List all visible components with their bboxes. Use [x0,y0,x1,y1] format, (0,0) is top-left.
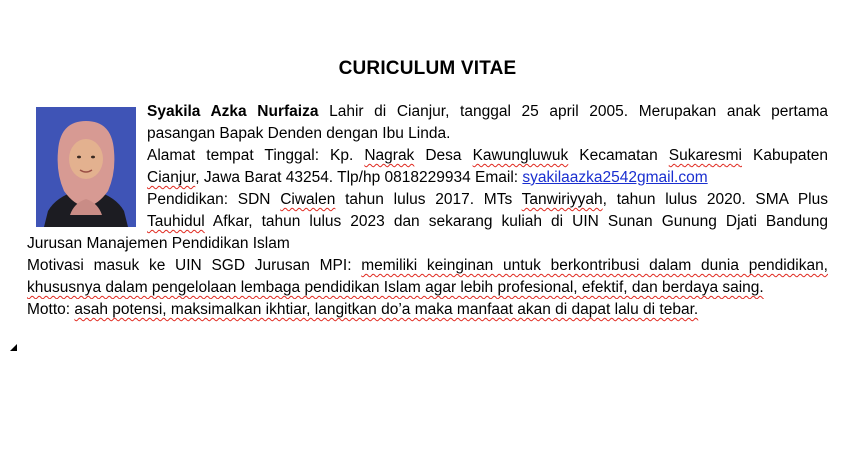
address-text: Kabupaten [741,147,828,164]
education-text: tahun lulus 2017. MTs [335,191,522,208]
misspelled-word: Cianjur [147,169,196,186]
cv-title: CURICULUM VITAE [338,58,517,79]
profile-photo [36,107,136,227]
motivation-label: Motivasi masuk ke UIN SGD Jurusan MPI: [27,257,362,274]
email-link[interactable]: syakilaazka2542gmail.com [522,169,708,186]
motivation-text: memiliki keinginan untuk berkontribusi dalam dunia pendidikan, [361,257,828,274]
education-text: Afkar, tahun lulus 2023 dan sekarang kuliah di UIN Sunan Gunung Djati Bandung [204,213,828,230]
education-text: , tahun lulus 2020. SMA Plus [602,191,828,208]
education-label: Pendidikan: SDN [147,191,281,208]
bio-line-2 [147,123,450,145]
motivation-line-2 [27,277,828,299]
misspelled-word: Ciwalen [280,191,336,208]
person-name: Syakila Azka Nurfaiza [147,103,319,120]
education-line-2 [147,211,828,233]
misspelled-word: Sukaresmi [668,147,742,164]
bio-text: pasangan Bapak Denden dengan Ibu Linda. [147,125,451,142]
misspelled-word: Nagrak [364,147,415,164]
address-text: Kecamatan [568,147,669,164]
bio-line-1 [147,101,828,123]
address-line-2 [147,167,708,189]
motto-line [27,299,698,321]
address-text: Desa [414,147,473,164]
motivation-text: khususnya dalam pengelolaan lembaga pendidikan Islam agar lebih profesional, efektif, dan berdaya saing. [27,279,764,296]
bio-text: Lahir di Cianjur, tanggal 25 april 2005. Merupakan anak pertama [318,103,828,120]
misspelled-word: Kawungluwuk [472,147,569,164]
education-line-1 [147,189,828,211]
address-label: Alamat tempat Tinggal: Kp. [147,147,365,164]
motto-label: Motto: [27,301,75,318]
contact-text: , Jawa Barat 43254. Tlp/hp 0818229934 Email: [195,169,523,186]
education-text: Jurusan Manajemen Pendidikan Islam [27,235,290,252]
misspelled-word: Tanwiriyyah [521,191,603,208]
motivation-line-1 [27,255,828,277]
address-line-1 [147,145,828,167]
misspelled-word: Tauhidul [147,213,205,230]
text-anchor-icon [10,344,17,351]
motto-text: asah potensi, maksimalkan ikhtiar, langitkan do’a maka manfaat akan di dapat lalu di tebar. [74,301,699,318]
education-line-3 [27,233,290,255]
